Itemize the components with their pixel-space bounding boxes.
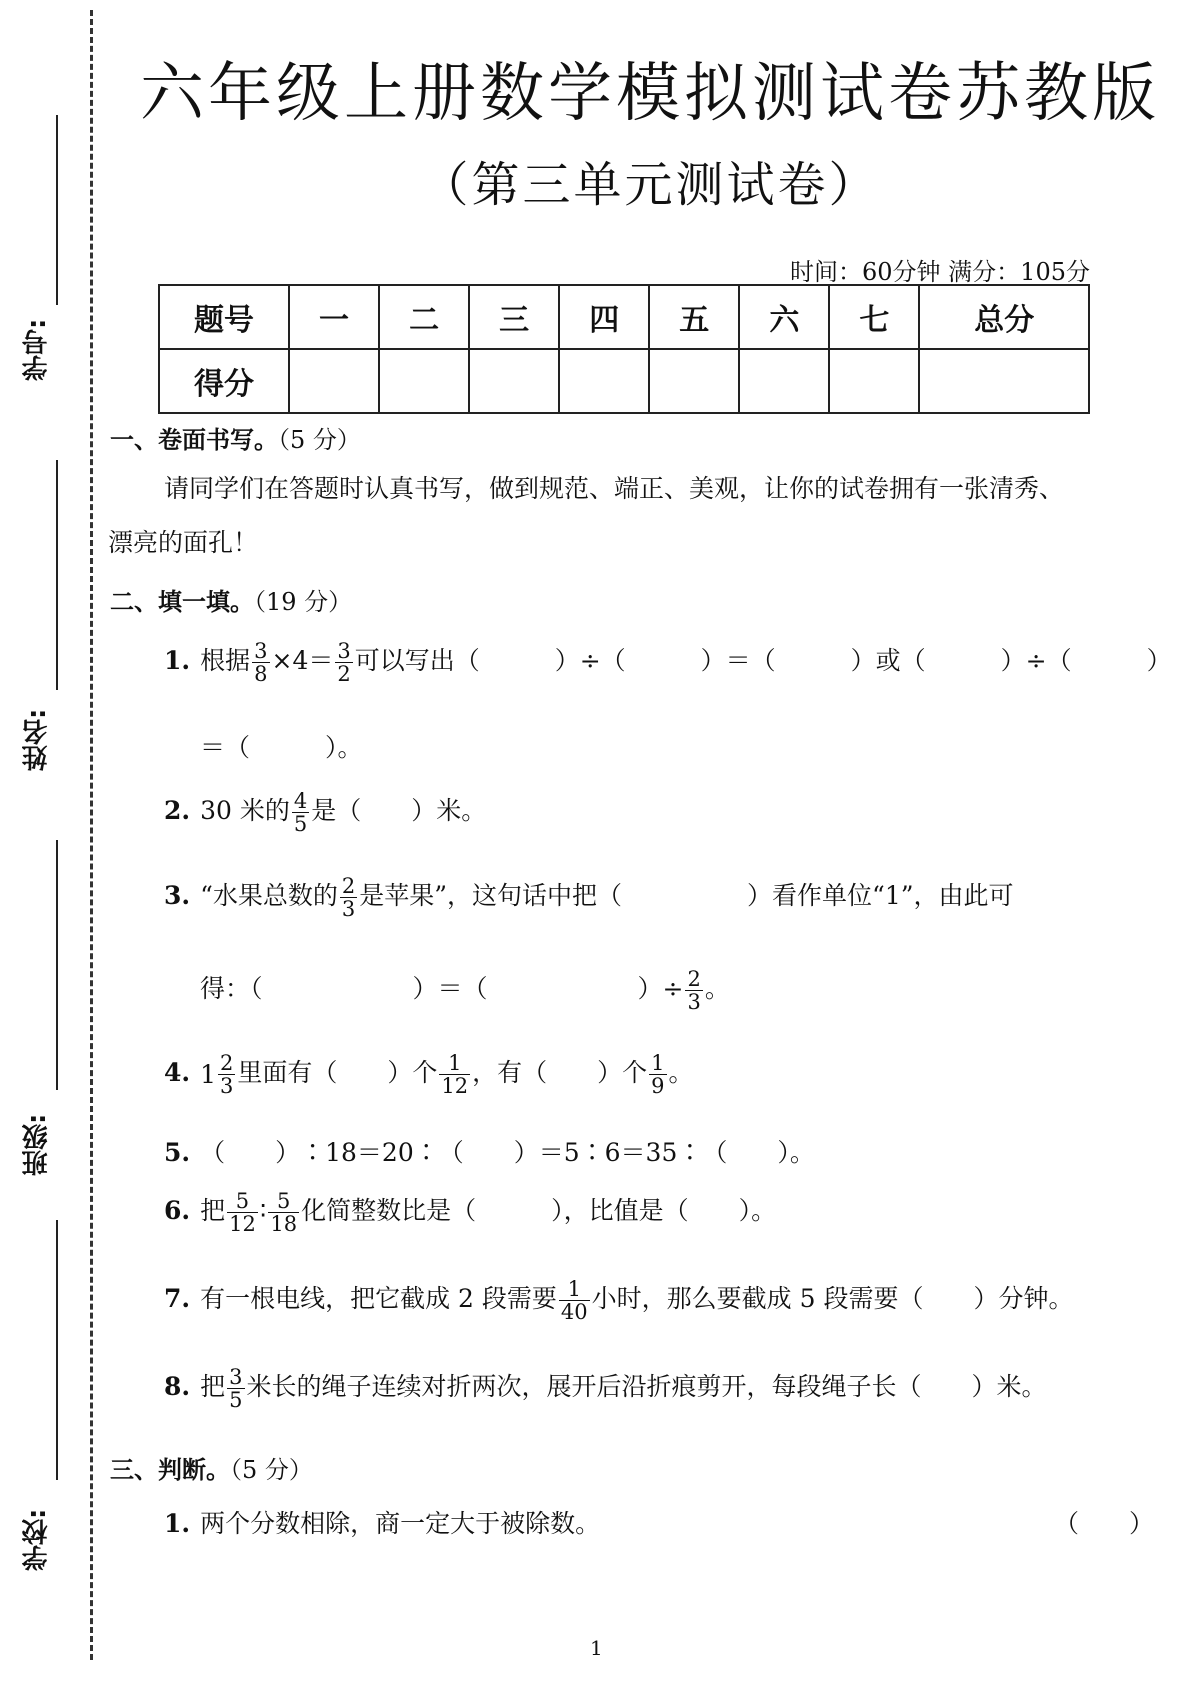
score-table [158, 284, 1090, 414]
score-header-cell: 一 [289, 285, 379, 349]
question-text: 米长的绳子连续对折两次，展开后沿折痕剪开，每段绳子长（ ）米。 [246, 1372, 1047, 1402]
question-text: “水果总数的 [200, 881, 338, 911]
score-header-cell: 四 [559, 285, 649, 349]
question-number: 6. [164, 1196, 191, 1226]
fraction [335, 640, 352, 685]
numerator: 3 [337, 639, 351, 663]
question-text: ×4＝ [271, 646, 334, 676]
fraction [340, 875, 357, 920]
denominator: 12 [441, 1074, 469, 1099]
name-label: 姓名: [22, 708, 52, 772]
question-2-1-line2: ＝（ ）。 [200, 733, 363, 762]
score-cell[interactable] [559, 349, 649, 413]
question-2-5 [164, 1133, 815, 1169]
score-cell[interactable] [379, 349, 469, 413]
numerator: 3 [254, 639, 268, 663]
question-text: 两个分数相除，商一定大于被除数。 [200, 1509, 601, 1538]
question-2-7 [164, 1278, 1073, 1323]
question-text: 化简整数比是（ ），比值是（ ）。 [301, 1196, 777, 1226]
question-text: ∶ [259, 1196, 267, 1226]
section-2-points: （19 分） [254, 588, 353, 616]
fraction [292, 790, 309, 835]
page-subtitle: （第三单元测试卷） [420, 157, 880, 213]
score-header-cell: 题号 [159, 285, 289, 349]
question-text: 有一根电线，把它截成 2 段需要 [200, 1284, 557, 1314]
fraction [649, 1052, 666, 1097]
numerator: 2 [341, 874, 356, 898]
section-3-title: 三、判断。 [110, 1456, 230, 1484]
question-number: 4. [164, 1058, 191, 1088]
score-cell[interactable] [919, 349, 1089, 413]
score-cell[interactable] [739, 349, 829, 413]
score-cell[interactable] [289, 349, 379, 413]
question-number: 2. [164, 796, 191, 826]
denominator: 12 [229, 1212, 256, 1237]
score-header-cell: 三 [469, 285, 559, 349]
score-header-cell: 六 [739, 285, 829, 349]
question-text: 得：（ ）＝（ ）÷ [200, 974, 684, 1004]
question-text: 小时，那么要截成 5 段需要（ ）分钟。 [591, 1284, 1074, 1314]
score-cell[interactable] [829, 349, 919, 413]
question-2-6 [164, 1190, 776, 1235]
binding-dashed-line [90, 10, 93, 1660]
question-text: 可以写出（ ）÷（ ）＝（ ）或（ ）÷（ ） [354, 646, 1172, 676]
score-cell[interactable] [649, 349, 739, 413]
section-1-heading [110, 420, 361, 455]
question-number: 1. [164, 1509, 191, 1538]
denominator: 3 [220, 1074, 234, 1099]
numerator: 1 [439, 1052, 470, 1075]
question-2-3-line2 [200, 968, 730, 1013]
score-header-cell: 五 [649, 285, 739, 349]
score-header-cell: 总分 [919, 285, 1089, 349]
student-no-line [56, 115, 58, 305]
question-text: 是（ ）米。 [311, 796, 487, 826]
page-title: 六年级上册数学模拟测试卷苏教版 [140, 57, 1160, 131]
question-text: （ ）∶18＝20∶（ ）＝5∶6＝35∶（ ）。 [200, 1138, 815, 1167]
name-line [56, 460, 58, 690]
class-line [56, 840, 58, 1090]
denominator: 5 [293, 812, 308, 837]
numerator: 2 [220, 1051, 234, 1075]
question-number: 3. [164, 881, 191, 911]
score-header-row [159, 285, 1089, 349]
fraction [218, 1052, 235, 1097]
question-text: 。 [668, 1058, 694, 1088]
question-2-4 [164, 1052, 694, 1097]
denominator: 18 [270, 1212, 298, 1237]
numerator: 3 [229, 1365, 243, 1389]
question-2-3 [164, 875, 1014, 920]
fraction [268, 1190, 299, 1235]
question-text: 把 [200, 1196, 226, 1226]
question-2-2 [164, 790, 486, 835]
numerator: 5 [227, 1190, 258, 1213]
fraction [227, 1366, 244, 1411]
question-text: 根据 [200, 646, 251, 676]
numerator: 1 [559, 1278, 590, 1301]
section-3-points: （5 分） [230, 1456, 313, 1484]
question-number: 1. [164, 646, 191, 676]
section-3-heading [110, 1450, 313, 1485]
question-number: 8. [164, 1372, 191, 1402]
page-number: 1 [590, 1636, 603, 1660]
class-label: 班级: [22, 1113, 52, 1177]
denominator: 8 [254, 662, 268, 687]
question-number: 5. [164, 1138, 191, 1167]
section-1-text-line2: 漂亮的面孔！ [108, 528, 259, 557]
question-text: 是苹果”，这句话中把（ ）看作单位“1”，由此可 [359, 881, 1014, 911]
fraction [439, 1052, 470, 1097]
question-2-1 [164, 640, 1172, 685]
question-text: ，有（ ）个 [472, 1058, 648, 1088]
question-2-8 [164, 1366, 1047, 1411]
numerator: 1 [651, 1051, 665, 1075]
fraction [252, 640, 269, 685]
fraction [559, 1278, 590, 1323]
numerator: 2 [687, 967, 701, 991]
denominator: 2 [337, 662, 351, 687]
question-text: 30 米的 [200, 796, 290, 826]
time-info: 时间：60分钟 满分：105分 [790, 258, 1090, 286]
denominator: 3 [341, 897, 356, 922]
section-1-title: 一、卷面书写。 [110, 426, 278, 454]
section-2-heading [110, 582, 352, 617]
fraction [227, 1190, 258, 1235]
student-no-label: 学号: [22, 318, 52, 382]
score-header-cell: 二 [379, 285, 469, 349]
denominator: 3 [687, 990, 701, 1015]
score-cell[interactable] [469, 349, 559, 413]
denominator: 9 [651, 1074, 665, 1099]
school-label: 学校: [22, 1508, 52, 1572]
score-row [159, 349, 1089, 413]
mixed-whole: 1 [200, 1060, 217, 1090]
school-line [56, 1220, 58, 1480]
fraction [685, 968, 702, 1013]
question-text: 。 [704, 974, 730, 1004]
denominator: 40 [560, 1300, 588, 1325]
question-3-1 [164, 1504, 600, 1540]
section-1-text-line1: 请同学们在答题时认真书写，做到规范、端正、美观，让你的试卷拥有一张清秀、 [164, 474, 1065, 503]
question-number: 7. [164, 1284, 191, 1314]
section-2-title: 二、填一填。 [110, 588, 254, 616]
score-header-cell: 七 [829, 285, 919, 349]
answer-paren[interactable]: （ ） [1054, 1509, 1155, 1538]
denominator: 5 [229, 1388, 243, 1413]
numerator: 4 [293, 789, 308, 813]
section-1-points: （5 分） [278, 426, 361, 454]
question-text: 把 [200, 1372, 226, 1402]
numerator: 5 [268, 1190, 299, 1213]
question-text: 里面有（ ）个 [237, 1058, 438, 1088]
score-row-label: 得分 [159, 349, 289, 413]
